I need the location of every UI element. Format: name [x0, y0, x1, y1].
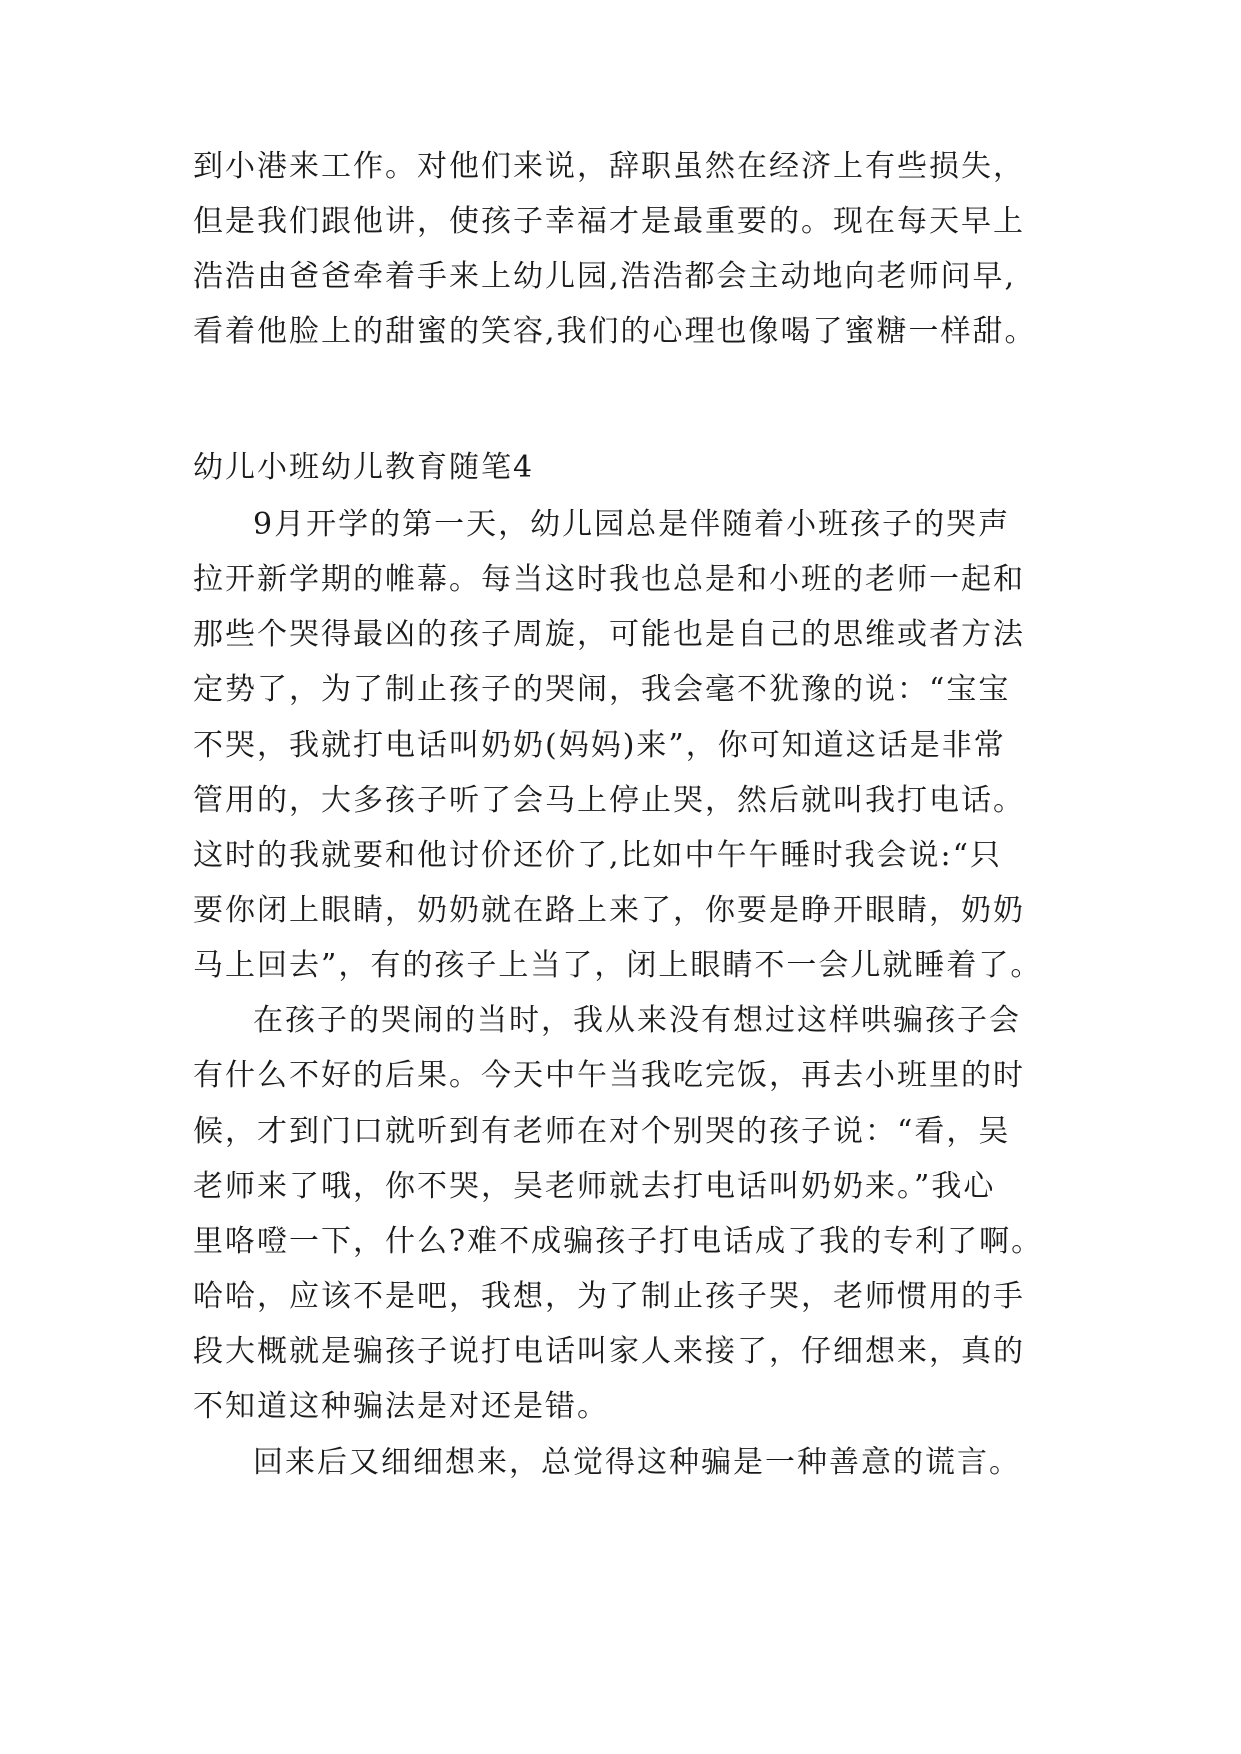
text-line: 候，才到门口就听到有老师在对个别哭的孩子说：“看，吴 — [193, 1114, 1011, 1149]
text-line: 段大概就是骗孩子说打电话叫家人来接了，仔细想来，真的 — [193, 1334, 1025, 1369]
text-line: 浩浩由爸爸牵着手来上幼儿园,浩浩都会主动地向老师问早, — [193, 259, 1017, 294]
text-line: 到小港来工作。对他们来说，辞职虽然在经济上有些损失， — [193, 149, 1025, 184]
text-line: 拉开新学期的帷幕。每当这时我也总是和小班的老师一起和 — [193, 562, 1025, 597]
text-line: 9月开学的第一天，幼儿园总是伴随着小班孩子的哭声 — [253, 507, 1011, 542]
text-line: 哈哈，应该不是吧，我想，为了制止孩子哭，老师惯用的手 — [193, 1279, 1025, 1314]
text-line: 那些个哭得最凶的孩子周旋，可能也是自己的思维或者方法 — [193, 617, 1025, 652]
text-line: 里咯噔一下，什么?难不成骗孩子打电话成了我的专利了啊。 — [193, 1224, 1044, 1259]
text-line: 但是我们跟他讲，使孩子幸福才是最重要的。现在每天早上 — [193, 204, 1025, 239]
text-line: 定势了，为了制止孩子的哭闹，我会毫不犹豫的说：“宝宝 — [193, 672, 1011, 707]
section-heading: 幼儿小班幼儿教育随笔4 — [193, 450, 535, 485]
text-line: 老师来了哦，你不哭，吴老师就去打电话叫奶奶来。”我心 — [193, 1169, 996, 1204]
text-line: 在孩子的哭闹的当时，我从来没有想过这样哄骗孩子会 — [253, 1003, 1021, 1038]
text-line: 马上回去”，有的孩子上当了，闭上眼睛不一会儿就睡着了。 — [193, 948, 1043, 983]
text-line: 这时的我就要和他讨价还价了,比如中午午睡时我会说:“只 — [193, 838, 1002, 873]
text-line: 有什么不好的后果。今天中午当我吃完饭，再去小班里的时 — [193, 1058, 1025, 1093]
text-line: 要你闭上眼睛，奶奶就在路上来了，你要是睁开眼睛，奶奶 — [193, 893, 1025, 928]
text-line: 回来后又细细想来，总觉得这种骗是一种善意的谎言。 — [253, 1445, 1021, 1480]
text-line: 不哭，我就打电话叫奶奶(妈妈)来”，你可知道这话是非常 — [193, 728, 1006, 763]
text-line: 管用的，大多孩子听了会马上停止哭，然后就叫我打电话。 — [193, 783, 1025, 818]
text-line: 不知道这种骗法是对还是错。 — [193, 1389, 609, 1424]
text-line: 看着他脸上的甜蜜的笑容,我们的心理也像喝了蜜糖一样甜。 — [193, 314, 1037, 349]
